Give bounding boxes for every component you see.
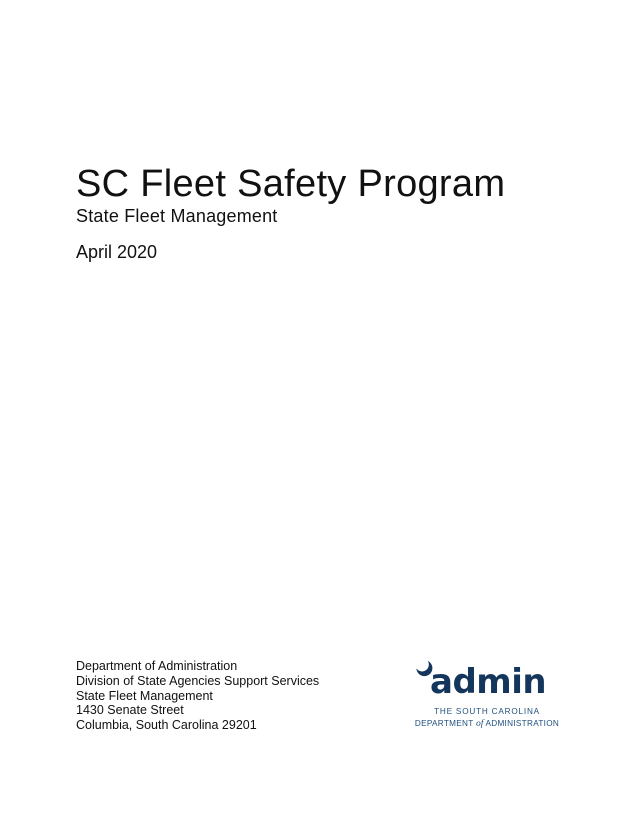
address-line-office: State Fleet Management bbox=[76, 688, 213, 703]
logo-tagline-of: of bbox=[475, 719, 484, 729]
logo-tagline-department-text: DEPARTMENT bbox=[414, 719, 476, 728]
logo-tagline-administration-text: ADMINISTRATION bbox=[483, 719, 560, 728]
address-line-city: Columbia, South Carolina 29201 bbox=[76, 718, 257, 733]
address-line-street: 1430 Senate Street bbox=[76, 703, 184, 718]
logo-tagline-state: THE SOUTH CAROLINA bbox=[434, 707, 540, 716]
logo-wordmark: admin bbox=[430, 662, 547, 702]
admin-logo bbox=[408, 656, 570, 732]
document-title: SC Fleet Safety Program bbox=[76, 163, 506, 205]
address-line-division: Division of State Agencies Support Services bbox=[76, 673, 320, 688]
document-date: April 2020 bbox=[76, 242, 158, 262]
document-subtitle: State Fleet Management bbox=[76, 206, 278, 226]
contact-address bbox=[76, 659, 319, 733]
logo-tagline-department bbox=[408, 719, 566, 729]
address-line-organization: Department of Administration bbox=[76, 659, 238, 673]
